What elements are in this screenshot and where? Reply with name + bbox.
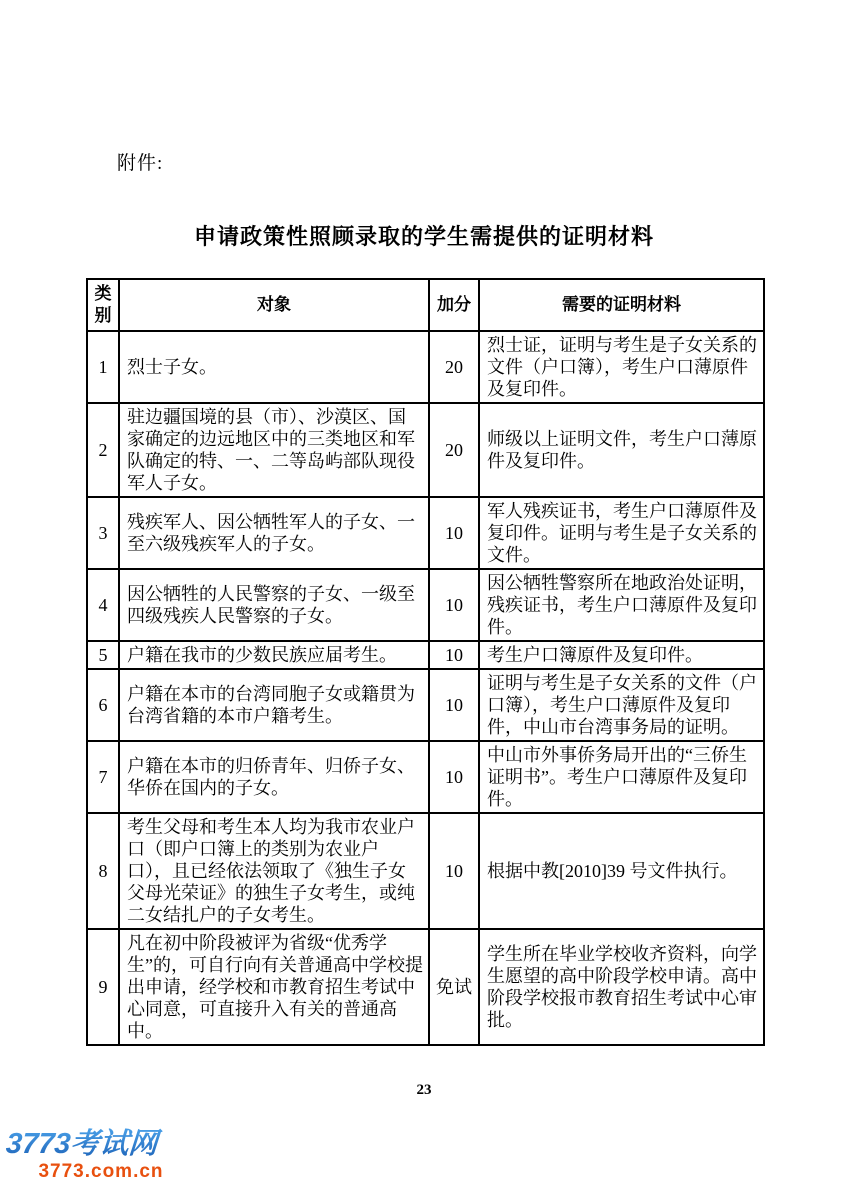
table-row	[87, 331, 764, 403]
row-bonus: 10	[429, 497, 479, 569]
row-target: 因公牺牲的人民警察的子女、一级至四级残疾人民警察的子女。	[119, 569, 429, 641]
row-bonus: 20	[429, 403, 479, 497]
row-bonus: 10	[429, 641, 479, 669]
row-materials: 考生户口簿原件及复印件。	[479, 641, 764, 669]
table-row	[87, 741, 764, 813]
table-row	[87, 403, 764, 497]
table-row	[87, 497, 764, 569]
row-target: 户籍在我市的少数民族应届考生。	[119, 641, 429, 669]
row-materials: 军人残疾证书，考生户口薄原件及复印件。证明与考生是子女关系的文件。	[479, 497, 764, 569]
row-target: 残疾军人、因公牺牲军人的子女、一至六级残疾军人的子女。	[119, 497, 429, 569]
row-materials: 师级以上证明文件，考生户口薄原件及复印件。	[479, 403, 764, 497]
row-target: 驻边疆国境的县（市）、沙漠区、国家确定的边远地区中的三类地区和军队确定的特、一、二等岛屿部队现役军人子女。	[119, 403, 429, 497]
row-bonus: 20	[429, 331, 479, 403]
row-target: 户籍在本市的台湾同胞子女或籍贯为台湾省籍的本市户籍考生。	[119, 669, 429, 741]
row-materials: 证明与考生是子女关系的文件（户口簿），考生户口薄原件及复印件，中山市台湾事务局的证明。	[479, 669, 764, 741]
header-category: 类别	[87, 279, 119, 331]
table-row	[87, 669, 764, 741]
page-number: 23	[416, 1082, 432, 1098]
header-materials: 需要的证明材料	[479, 279, 764, 331]
header-bonus: 加分	[429, 279, 479, 331]
watermark-site-url: 3773.com.cn	[38, 1161, 164, 1182]
row-target: 户籍在本市的归侨青年、归侨子女、华侨在国内的子女。	[119, 741, 429, 813]
table-row	[87, 929, 764, 1045]
row-target: 烈士子女。	[119, 331, 429, 403]
row-bonus: 10	[429, 741, 479, 813]
row-bonus: 10	[429, 569, 479, 641]
row-number: 5	[87, 641, 119, 669]
row-number: 7	[87, 741, 119, 813]
row-target: 凡在初中阶段被评为省级“优秀学生”的，可自行向有关普通高中学校提出申请，经学校和市教育招生考试中心同意，可直接升入有关的普通高中。	[119, 929, 429, 1045]
table-row	[87, 569, 764, 641]
row-number: 9	[87, 929, 119, 1045]
row-number: 2	[87, 403, 119, 497]
row-materials: 中山市外事侨务局开出的“三侨生证明书”。考生户口薄原件及复印件。	[479, 741, 764, 813]
attachment-label: 附件:	[117, 153, 164, 174]
row-materials: 根据中教[2010]39 号文件执行。	[479, 813, 764, 929]
watermark	[6, 1128, 196, 1182]
row-materials: 烈士证，证明与考生是子女关系的文件（户口簿），考生户口薄原件及复印件。	[479, 331, 764, 403]
table-row	[87, 641, 764, 669]
row-number: 4	[87, 569, 119, 641]
page-title: 申请政策性照顾录取的学生需提供的证明材料	[193, 224, 654, 249]
row-materials: 因公牺牲警察所在地政治处证明，残疾证书，考生户口薄原件及复印件。	[479, 569, 764, 641]
header-target: 对象	[119, 279, 429, 331]
table-row	[87, 813, 764, 929]
row-number: 1	[87, 331, 119, 403]
row-number: 3	[87, 497, 119, 569]
row-bonus: 10	[429, 669, 479, 741]
row-number: 6	[87, 669, 119, 741]
row-bonus: 10	[429, 813, 479, 929]
row-number: 8	[87, 813, 119, 929]
row-materials: 学生所在毕业学校收齐资料，向学生愿望的高中阶段学校申请。高中阶段学校报市教育招生考试中心审批。	[479, 929, 764, 1045]
row-bonus: 免试	[429, 929, 479, 1045]
table-header-row	[87, 279, 764, 331]
watermark-site-logo: 3773考试网	[5, 1128, 197, 1160]
materials-table	[86, 278, 765, 1046]
row-target: 考生父母和考生本人均为我市农业户口（即户口簿上的类别为农业户口），且已经依法领取了《独生子女父母光荣证》的独生子女考生，或纯二女结扎户的子女考生。	[119, 813, 429, 929]
